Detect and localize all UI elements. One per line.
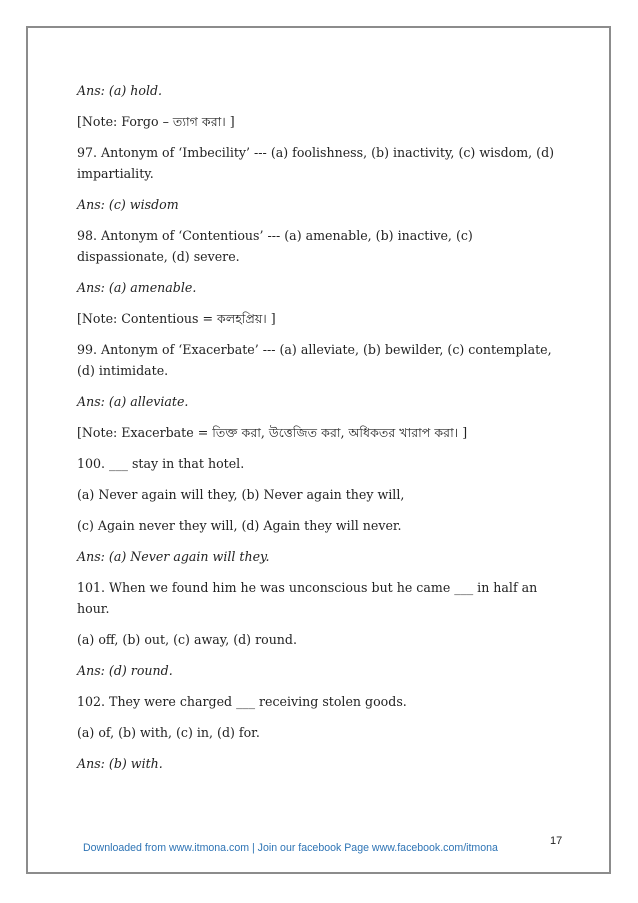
page-content — [77, 80, 567, 774]
question-line: (a) Never again will they, (b) Never again they will, — [77, 487, 405, 502]
answer-line: Ans: (c) wisdom — [77, 197, 179, 212]
question-line: 99. Antonym of ‘Exacerbate’ --- (a) alleviate, (b) bewilder, (c) contemplate, (d) intimidate. — [77, 342, 552, 378]
answer-line: Ans: (a) Never again will they. — [77, 549, 270, 564]
question-line: 101. When we found him he was unconscious but he came ___ in half an hour. — [77, 580, 538, 616]
question-line: 98. Antonym of ‘Contentious’ --- (a) amenable, (b) inactive, (c) dispassionate, (d) severe. — [77, 228, 473, 264]
footer-download-link[interactable]: Downloaded from www.itmona.com | Join our facebook Page www.facebook.com/itmona — [83, 842, 498, 854]
question-line: [Note: Forgo – ত্যাগ করা। ] — [77, 114, 235, 129]
question-line: (c) Again never they will, (d) Again they will never. — [77, 518, 402, 533]
question-line: (a) of, (b) with, (c) in, (d) for. — [77, 725, 260, 740]
answer-line: Ans: (a) amenable. — [77, 280, 197, 295]
answer-line: Ans: (b) with. — [77, 756, 163, 771]
answer-line: Ans: (a) hold. — [77, 83, 163, 98]
question-line: 102. They were charged ___ receiving stolen goods. — [77, 694, 407, 709]
question-line: [Note: Exacerbate = তিক্ত করা, উত্তেজিত করা, অধিকতর খারাপ করা। ] — [77, 425, 468, 440]
question-line: (a) off, (b) out, (c) away, (d) round. — [77, 632, 297, 647]
answer-line: Ans: (a) alleviate. — [77, 394, 189, 409]
question-line: 97. Antonym of ‘Imbecility’ --- (a) foolishness, (b) inactivity, (c) wisdom, (d) impartiality. — [77, 145, 555, 181]
question-line: [Note: Contentious = কলহপ্রিয়। ] — [77, 311, 276, 326]
question-line: 100. ___ stay in that hotel. — [77, 456, 245, 471]
page-number: 17 — [550, 835, 563, 847]
answer-line: Ans: (d) round. — [77, 663, 173, 678]
